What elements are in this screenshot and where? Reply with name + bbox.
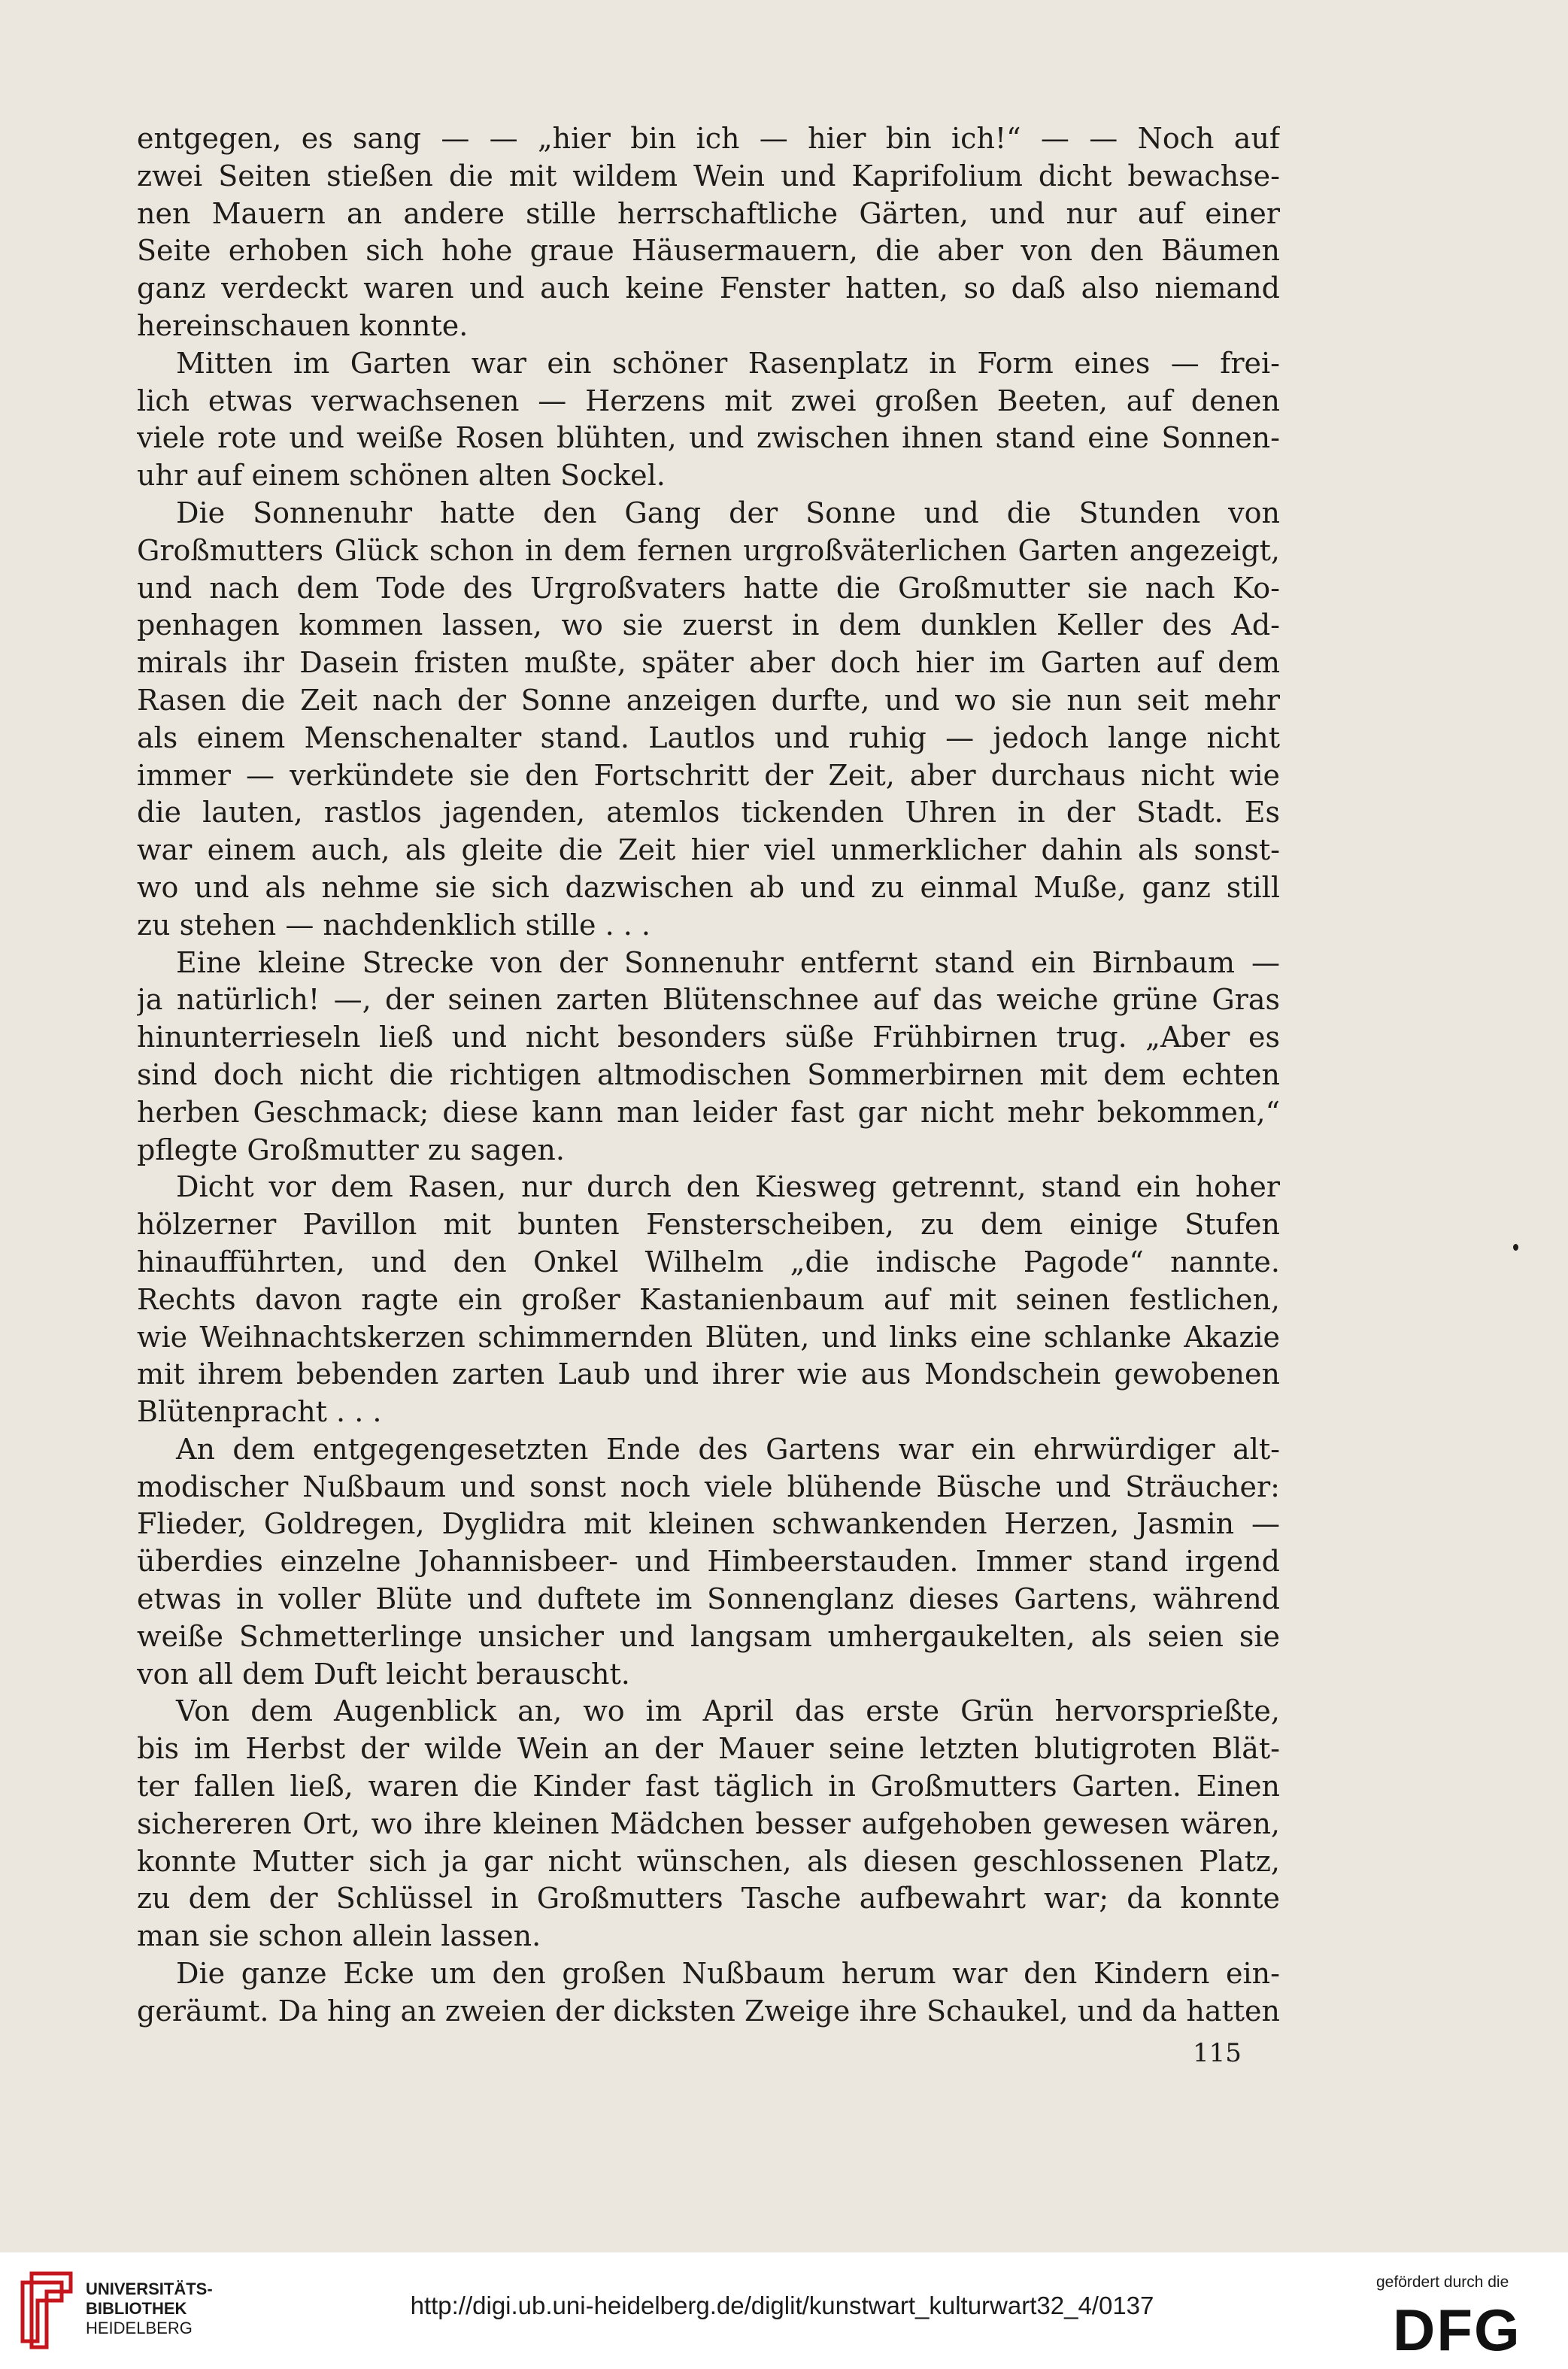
text-line: lich etwas verwachsenen — Herzens mit zwei großen Beeten, auf denen — [137, 384, 1280, 417]
text-line: hölzerner Pavillon mit bunten Fensterscheiben, zu dem einige Stufen — [137, 1208, 1280, 1242]
text-line: wie Weihnachtskerzen schimmernden Blüten, und links eine schlanke Akazie — [137, 1320, 1280, 1354]
text-line: pflegte Großmutter zu sagen. — [137, 1133, 565, 1166]
library-name — [86, 2280, 213, 2338]
text-line: Die Sonnenuhr hatte den Gang der Sonne und die Stunden von — [176, 496, 1280, 529]
text-line: weiße Schmetterlinge unsicher und langsam umhergaukelten, als seien sie — [137, 1619, 1280, 1653]
library-name-line: HEIDELBERG — [86, 2319, 193, 2337]
text-line: wo und als nehme sie sich dazwischen ab und zu einmal Muße, ganz still — [137, 870, 1280, 904]
text-line: ganz verdeckt waren und auch keine Fenster hatten, so daß also niemand — [137, 271, 1280, 305]
body-text — [137, 120, 1280, 2031]
text-line: zwei Seiten stießen die mit wildem Wein und Kaprifolium dicht bewachse- — [137, 159, 1280, 193]
text-line: etwas in voller Blüte und duftete im Sonnenglanz dieses Gartens, während — [137, 1582, 1280, 1616]
text-line: Flieder, Goldregen, Dyglidra mit kleinen schwankenden Herzen, Jasmin — — [137, 1507, 1280, 1541]
dfg-logo: DFG — [1393, 2297, 1521, 2363]
text-line: mirals ihr Dasein fristen mußte, später aber doch hier im Garten auf dem — [137, 646, 1280, 680]
text-line: immer — verkündete sie den Fortschritt der Zeit, aber durchaus nicht wie — [137, 758, 1280, 792]
text-line: An dem entgegengesetzten Ende des Gartens war ein ehrwürdiger alt- — [176, 1432, 1280, 1466]
text-line: Dicht vor dem Rasen, nur durch den Kiesweg getrennt, stand ein hoher — [176, 1170, 1280, 1204]
text-line: die lauten, rastlos jagenden, atemlos tickenden Uhren in der Stadt. Es — [137, 796, 1280, 830]
text-line: überdies einzelne Johannisbeer- und Himbeerstauden. Immer stand irgend — [137, 1545, 1280, 1579]
text-line: man sie schon allein lassen. — [137, 1919, 541, 1953]
permalink-url[interactable]: http://digi.ub.uni-heidelberg.de/diglit/kunstwart_kulturwart32_4/0137 — [410, 2292, 1154, 2319]
text-line: geräumt. Da hing an zweien der dicksten Zweige ihre Schaukel, und da hatten — [137, 1994, 1280, 2028]
university-library-logo-icon — [17, 2269, 77, 2353]
text-line: mit ihrem bebenden zarten Laub und ihrer wie aus Mondschein gewobenen — [137, 1357, 1280, 1391]
page-number: 115 — [1193, 2038, 1242, 2068]
text-line: Rechts davon ragte ein großer Kastanienbaum auf mit seinen festlichen, — [137, 1282, 1280, 1316]
sponsor-caption: gefördert durch die — [1376, 2273, 1509, 2291]
library-name-line: UNIVERSITÄTS- — [86, 2280, 213, 2298]
text-line: Mitten im Garten war ein schöner Rasenplatz in Form eines — frei- — [176, 346, 1280, 380]
text-line: Rasen die Zeit nach der Sonne anzeigen durfte, und wo sie nun seit mehr — [137, 683, 1280, 717]
text-line: konnte Mutter sich ja gar nicht wünschen, als diesen geschlossenen Platz, — [137, 1844, 1280, 1878]
text-line: Seite erhoben sich hohe graue Häusermauern, die aber von den Bäumen — [137, 234, 1280, 268]
text-line: Blütenpracht . . . — [137, 1395, 382, 1429]
text-line: entgegen, es sang — — „hier bin ich — hier bin ich!“ — — Noch auf — [137, 122, 1280, 155]
text-line: sind doch nicht die richtigen altmodischen Sommerbirnen mit dem echten — [137, 1057, 1280, 1091]
text-line: Eine kleine Strecke von der Sonnenuhr entfernt stand ein Birnbaum — — [176, 945, 1280, 979]
text-line: hinaufführten, und den Onkel Wilhelm „die indische Pagode“ nannte. — [137, 1245, 1280, 1279]
text-line: ter fallen ließ, waren die Kinder fast täglich in Großmutters Garten. Einen — [137, 1770, 1280, 1803]
text-line: nen Mauern an andere stille herrschaftliche Gärten, und nur auf einer — [137, 196, 1280, 230]
digitization-footer — [0, 2252, 1568, 2369]
text-line: bis im Herbst der wilde Wein an der Mauer seine letzten blutigroten Blät- — [137, 1732, 1280, 1766]
text-line: zu dem der Schlüssel in Großmutters Tasche aufbewahrt war; da konnte — [137, 1882, 1280, 1916]
text-line: von all dem Duft leicht berauscht. — [137, 1657, 630, 1691]
text-line: Die ganze Ecke um den großen Nußbaum herum war den Kindern ein- — [176, 1957, 1280, 1991]
text-line: herben Geschmack; diese kann man leider fast gar nicht mehr bekommen,“ — [137, 1095, 1280, 1129]
text-line: sichereren Ort, wo ihre kleinen Mädchen besser aufgehoben gewesen wären, — [137, 1806, 1280, 1840]
text-line: modischer Nußbaum und sonst noch viele blühende Büsche und Sträucher: — [137, 1470, 1280, 1503]
text-line: penhagen kommen lassen, wo sie zuerst in dem dunklen Keller des Ad- — [137, 608, 1280, 642]
text-line: und nach dem Tode des Urgroßvaters hatte die Großmutter sie nach Ko- — [137, 571, 1280, 605]
text-line: war einem auch, als gleite die Zeit hier viel unmerklicher dahin als sonst- — [137, 833, 1280, 867]
text-line: Großmutters Glück schon in dem fernen urgroßväterlichen Garten angezeigt, — [137, 533, 1280, 567]
text-line: hereinschauen konnte. — [137, 308, 469, 342]
text-line: zu stehen — nachdenklich stille . . . — [137, 908, 651, 942]
text-line: hinunterrieseln ließ und nicht besonders süße Frühbirnen trug. „Aber es — [137, 1021, 1280, 1054]
text-line: Von dem Augenblick an, wo im April das erste Grün hervorsprießte, — [176, 1694, 1280, 1728]
library-name-line: BIBLIOTHEK — [86, 2299, 187, 2318]
text-line: viele rote und weiße Rosen blühten, und zwischen ihnen stand eine Sonnen- — [137, 421, 1280, 455]
text-line: ja natürlich! —, der seinen zarten Blütenschnee auf das weiche grüne Gras — [137, 983, 1280, 1017]
text-line: uhr auf einem schönen alten Sockel. — [137, 459, 666, 493]
text-line: als einem Menschenalter stand. Lautlos und ruhig — jedoch lange nicht — [137, 720, 1280, 754]
ink-speck — [1513, 1244, 1518, 1251]
